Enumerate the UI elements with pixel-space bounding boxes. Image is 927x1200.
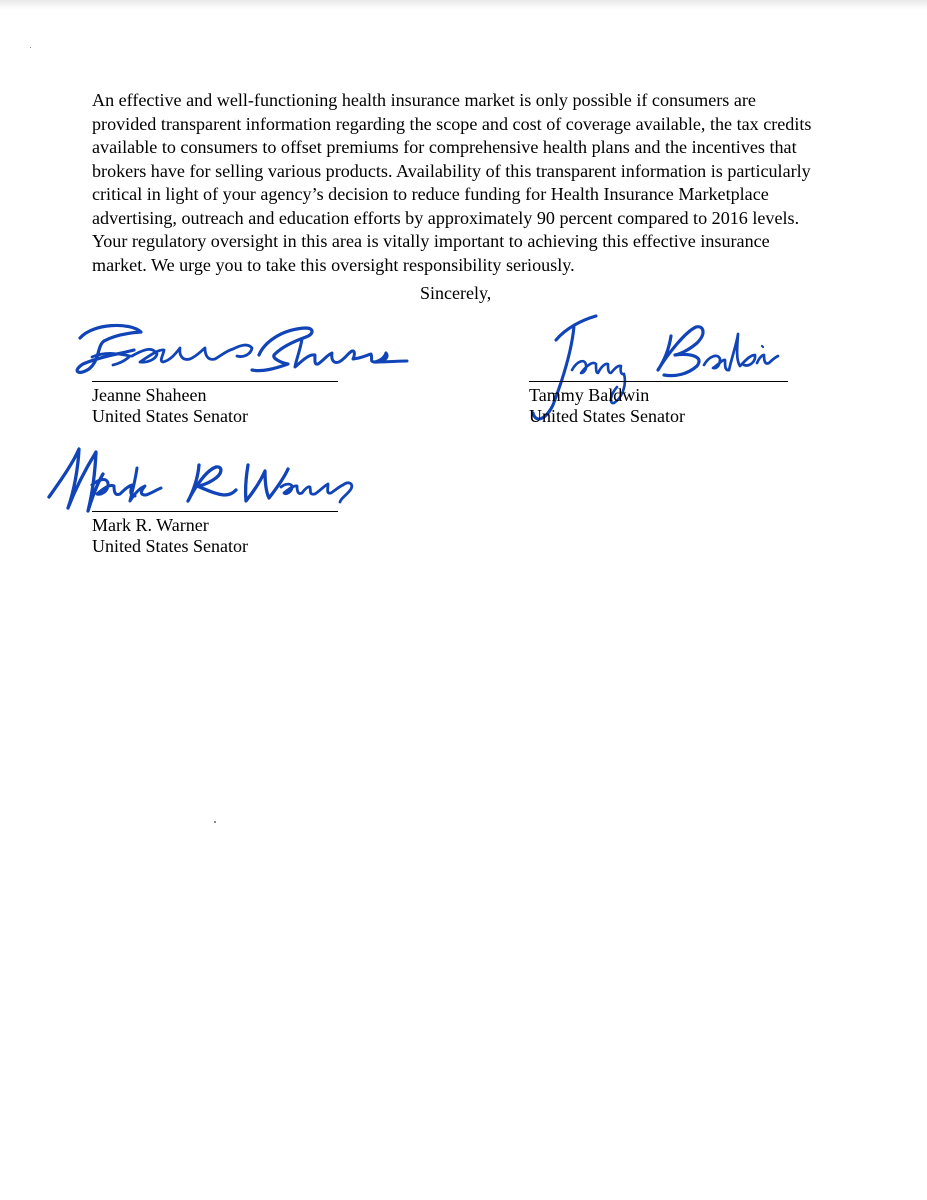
- signature-line-warner: [92, 511, 338, 512]
- signer-name-shaheen: Jeanne Shaheen: [92, 385, 207, 405]
- scan-top-edge: [0, 0, 927, 10]
- signer-name-baldwin: Tammy Baldwin: [529, 385, 650, 405]
- signer-title-shaheen: United States Senator: [92, 406, 248, 426]
- signer-title-baldwin: United States Senator: [529, 406, 685, 426]
- signature-line-baldwin: [529, 381, 788, 382]
- scan-speck: [214, 821, 216, 823]
- signer-name-warner: Mark R. Warner: [92, 515, 209, 535]
- signer-title-warner: United States Senator: [92, 536, 248, 556]
- scan-speck: [30, 47, 31, 48]
- signature-warner: [34, 440, 356, 525]
- closing-salutation: Sincerely,: [420, 283, 492, 303]
- signature-shaheen: [68, 317, 408, 387]
- signature-line-shaheen: [92, 381, 338, 382]
- body-paragraph: An effective and well-functioning health insurance market is only possible if consumers are provided transparent information regarding the scope and cost of coverage available, the tax credits available to consumers to offset premiums for comprehensive health plans and the incentives that brokers have for selling various products. Availability of this transparent information is particularly critical in light of your agency’s decision to reduce funding for Health Insurance Marketplace advertising, outreach and education efforts by approximately 90 percent compared to 2016 levels. Your regulatory oversight in this area is vitally important to achieving this effective insurance market. We urge you to take this oversight responsibility seriously.: [92, 90, 812, 275]
